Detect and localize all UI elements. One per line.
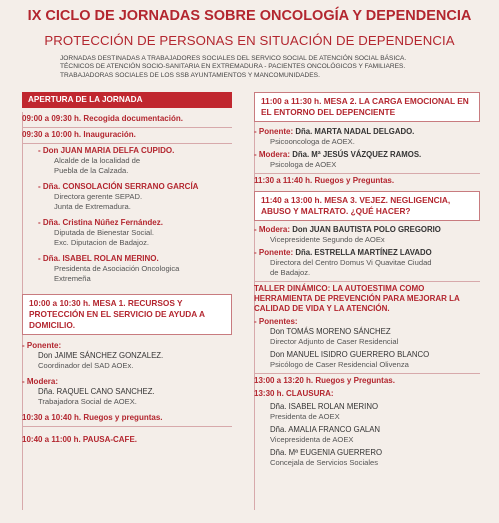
speaker-role: Vicepresidenta de AOEX (270, 435, 354, 444)
schedule-item: 09:30 a 10:00 h. Inauguración. (22, 130, 136, 139)
event-subtitle: PROTECCIÓN DE PERSONAS EN SITUACIÓN DE DEPENDENCIA (44, 33, 455, 48)
speaker-entry (22, 218, 232, 248)
speaker-role: Coordinador del SAD AOEx. (38, 361, 134, 370)
speaker-role: Directora del Centro Domus Vi Quavitae Ciudad (270, 258, 432, 267)
speaker-entry (254, 248, 480, 258)
ponentes-label: - Ponentes: (254, 317, 480, 327)
speaker-name: Dña. MARTA NADAL DELGADO. (295, 127, 415, 136)
divider (22, 426, 232, 427)
speaker-name: - Dña. Cristina Núñez Fernández. (38, 218, 232, 228)
speaker-role: Junta de Extremadura. (54, 202, 131, 211)
schedule-item: 13:30 h. CLAUSURA: (254, 389, 334, 398)
session-box-mesa-3: 11:40 a 13:00 h. MESA 3. VEJEZ. NEGLIGENCIA, ABUSO Y MALTRATO. ¿QUÉ HACER? (254, 191, 480, 221)
divider (22, 143, 232, 144)
speaker-entry (254, 448, 480, 468)
speaker-role: Psicólogo de Caser Residencial Olivenza (270, 360, 409, 369)
speaker-role: Diputada de Bienestar Social. (54, 228, 155, 237)
speaker-role: Concejala de Servicios Sociales (270, 458, 379, 467)
speaker-role: Vicepresidente Segundo de AOEx (270, 235, 385, 244)
speaker-role: Exc. Diputacion de Badajoz. (54, 238, 149, 247)
divider (22, 127, 232, 128)
schedule-item: 09:00 a 09:30 h. Recogida documentación. (22, 114, 183, 123)
speaker-name: Dña. ESTRELLA MARTÍNEZ LAVADO (295, 248, 432, 257)
speaker-name: Dña. ISABEL ROLAN MERINO (270, 402, 379, 411)
speaker-role: Alcalde de la localidad de (54, 156, 141, 165)
speaker-entry (22, 146, 232, 176)
session-box-mesa-1: 10:00 a 10:30 h. MESA 1. RECURSOS Y PROTECCIÓN EN EL SERVICIO DE AYUDA A DOMICILIO. (22, 294, 232, 335)
speaker-name: Dña. RAQUEL CANO SANCHEZ. (38, 387, 155, 396)
speaker-role: Directora gerente SEPAD. (54, 192, 143, 201)
speaker-name: Don MANUEL ISIDRO GUERRERO BLANCO (270, 350, 430, 359)
speaker-role: de Badajoz. (270, 268, 311, 277)
speaker-role: Presidenta de AOEX (270, 412, 340, 421)
modera-label: Modera: (258, 225, 291, 234)
schedule-item: 10:40 a 11:00 h. PAUSA-CAFE. (22, 435, 138, 444)
modera-label: - Modera: (22, 377, 232, 387)
speaker-entry (22, 351, 232, 371)
speaker-role: Presidenta de Asociación Oncologica (54, 264, 180, 273)
opening-banner: APERTURA DE LA JORNADA (22, 92, 232, 108)
speaker-entry (22, 387, 232, 407)
modera-label: Modera: (258, 150, 291, 159)
intro-text (60, 55, 440, 80)
schedule-item: 10:30 a 10:40 h. Ruegos y preguntas. (22, 413, 163, 422)
speaker-entry (254, 425, 480, 445)
intro-line: TÉCNICOS DE ATENCIÓN SOCIO-SANITARIA EN EXTREMADURA - PACIENTES ONCOLÓGICOS Y FAMILIARES. (60, 63, 406, 71)
divider (254, 173, 480, 174)
speaker-role: Psicologa de AOEX (270, 160, 337, 169)
schedule-item: 13:00 a 13:20 h. Ruegos y Preguntas. (254, 376, 395, 385)
divider (254, 281, 480, 282)
session-box-mesa-2: 11:00 a 11:30 h. MESA 2. LA CARGA EMOCIONAL EN EL ENTORNO DEL DEPENCIENTE (254, 92, 480, 122)
speaker-name: Don TOMÁS MORENO SÁNCHEZ (270, 327, 391, 336)
speaker-entry (254, 225, 480, 235)
ponente-label: - Ponente: (22, 341, 232, 351)
event-title: IX CICLO DE JORNADAS SOBRE ONCOLOGÍA Y DEPENDENCIA (27, 8, 472, 24)
speaker-name: - Dña. CONSOLACIÓN SERRANO GARCÍA (38, 182, 232, 192)
speaker-role: Extremeña (54, 274, 91, 283)
speaker-entry (254, 150, 480, 160)
intro-line: JORNADAS DESTINADAS A TRABAJADORES SOCIALES DEL SERVICO SOCIAL DE ATENCIÓN SOCIAL BÁSICA. (60, 55, 407, 62)
speaker-role: Director Adjunto de Caser Residencial (270, 337, 399, 346)
speaker-name: Don JUAN BAUTISTA POLO GREGORIO (292, 225, 441, 234)
workshop-title: TALLER DINÁMICO: LA AUTOESTIMA COMO HERRAMIENTA DE PREVENCIÓN PARA MEJORAR LA CALIDAD DE VIDA Y LA ATENCIÓN. (254, 284, 460, 313)
speaker-name: - Don JUAN MARIA DELFA CUPIDO. (38, 146, 232, 156)
speaker-name: Don JAIME SÁNCHEZ GONZALEZ. (38, 351, 164, 360)
intro-line: TRABAJADORAS SOCIALES DE LOS SSB AYUNTAMIENTOS Y MANCOMUNIDADES. (60, 71, 320, 79)
speaker-name: Dña. Mª JESÚS VÁZQUEZ RAMOS. (292, 150, 422, 159)
speaker-role: Puebla de la Calzada. (54, 166, 129, 175)
speaker-name: Dña. Mª EUGENIA GUERRERO (270, 448, 383, 457)
speaker-name: - Dña. ISABEL ROLAN MERINO. (38, 254, 232, 264)
ponente-label: Ponente: (258, 127, 294, 136)
speaker-entry (254, 350, 480, 370)
schedule-item: 11:30 a 11:40 h. Ruegos y Preguntas. (254, 176, 395, 185)
divider (254, 373, 480, 374)
speaker-entry (22, 254, 232, 284)
speaker-entry (22, 182, 232, 212)
speaker-role: Trabajadora Social de AOEX. (38, 397, 137, 406)
speaker-role: Psicooncologa de AOEX. (270, 137, 355, 146)
speaker-entry (254, 402, 480, 422)
speaker-entry (254, 127, 480, 137)
right-column (254, 92, 480, 468)
speaker-name: Dña. AMALIA FRANCO GALAN (270, 425, 381, 434)
left-column (22, 92, 232, 445)
ponente-label: Ponente: (258, 248, 294, 257)
speaker-entry (254, 327, 480, 347)
